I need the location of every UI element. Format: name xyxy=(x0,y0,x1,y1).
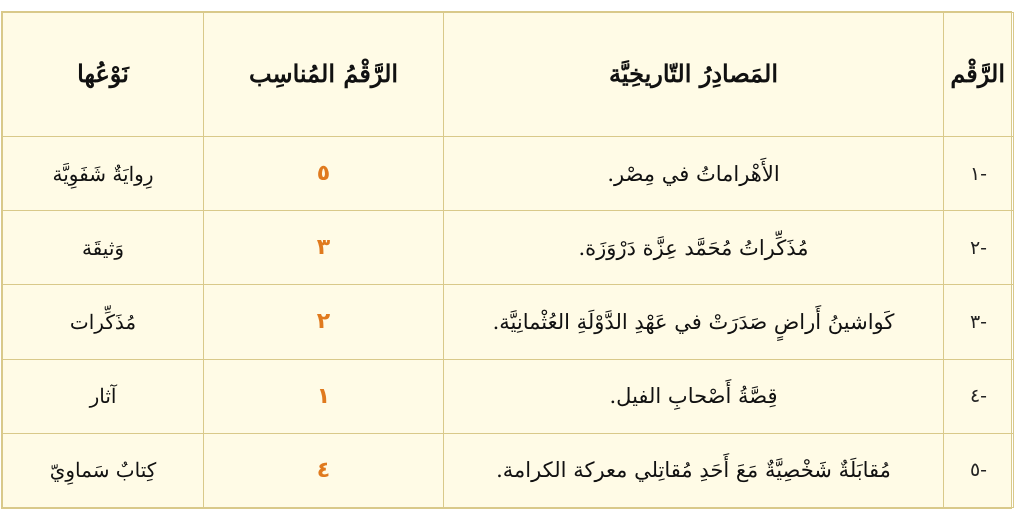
row-answer: ١ xyxy=(204,359,444,433)
table-row xyxy=(3,433,1014,507)
row-type: آثار xyxy=(3,359,204,433)
row-answer: ٣ xyxy=(204,211,444,285)
sources-table xyxy=(2,12,1014,508)
row-number: -٣ xyxy=(944,285,1014,359)
row-answer: ٥ xyxy=(204,137,444,211)
row-source: مُقابَلَةٌ شَخْصِيَّةٌ مَعَ أَحَدِ مُقاتِلي معركة الكرامة. xyxy=(444,433,944,507)
row-number: -٥ xyxy=(944,433,1014,507)
row-source: الأَهْراماتُ في مِصْر. xyxy=(444,137,944,211)
row-number: -٤ xyxy=(944,359,1014,433)
row-type: وَثيقَة xyxy=(3,211,204,285)
header-number: الرَّقْم xyxy=(944,13,1014,137)
header-sources: المَصادِرُ التّاريخِيَّة xyxy=(444,13,944,137)
row-number: -١ xyxy=(944,137,1014,211)
header-matching-number: الرَّقْمُ المُناسِب xyxy=(204,13,444,137)
row-type: كِتابٌ سَماوِيّ xyxy=(3,433,204,507)
table-row xyxy=(3,211,1014,285)
row-answer: ٢ xyxy=(204,285,444,359)
row-source: قِصَّةُ أَصْحابِ الفيل. xyxy=(444,359,944,433)
header-row xyxy=(3,13,1014,137)
row-source: مُذَكِّراتُ مُحَمَّد عِزَّة دَرْوَزَة. xyxy=(444,211,944,285)
sources-table-container xyxy=(1,11,1012,509)
row-type: رِوايَةٌ شَفَوِيَّة xyxy=(3,137,204,211)
table-row xyxy=(3,359,1014,433)
row-number: -٢ xyxy=(944,211,1014,285)
table-row xyxy=(3,137,1014,211)
table-row xyxy=(3,285,1014,359)
row-type: مُذَكِّرات xyxy=(3,285,204,359)
row-source: كَواشينُ أَراضٍ صَدَرَتْ في عَهْدِ الدَّوْلَةِ العُثْمانِيَّة. xyxy=(444,285,944,359)
row-answer: ٤ xyxy=(204,433,444,507)
header-type: نَوْعُها xyxy=(3,13,204,137)
